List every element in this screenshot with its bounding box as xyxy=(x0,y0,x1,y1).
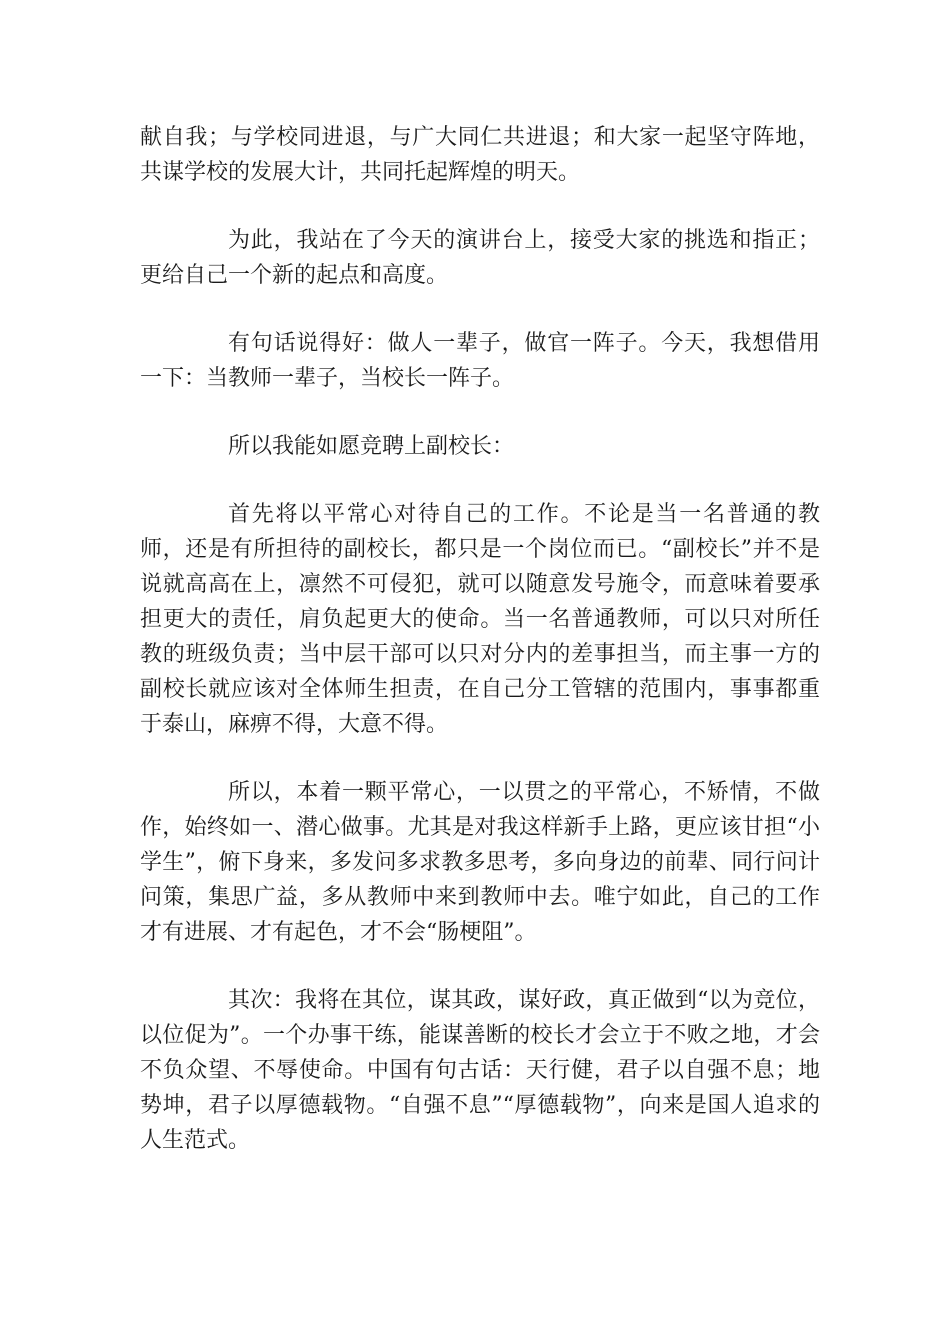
paragraph-3: 有句话说得好：做人一辈子，做官一阵子。今天，我想借用一下：当教师一辈子，当校长一阵子。 xyxy=(140,331,820,391)
paragraph-1: 献自我；与学校同进退，与广大同仁共进退；和大家一起坚守阵地，共谋学校的发展大计，共同托起辉煌的明天。 xyxy=(140,125,820,185)
paragraph-4: 所以我能如愿竞聘上副校长： xyxy=(228,434,515,459)
paragraph-2: 为此，我站在了今天的演讲台上，接受大家的挑选和指正；更给自己一个新的起点和高度。 xyxy=(140,228,820,288)
paragraph-5: 首先将以平常心对待自己的工作。不论是当一名普通的教师，还是有所担待的副校长，都只是一个岗位而已。“副校长”并不是说就高高在上，凛然不可侵犯，就可以随意发号施令，而意味着要承担更大的责任，肩负起更大的使命。当一名普通教师，可以只对所任教的班级负责；当中层干部可以只对分内的差事担当，而主事一方的副校长就应该对全体师生担责，在自己分工管辖的范围内，事事都重于泰山，麻痹不得，大意不得。 xyxy=(140,502,820,737)
document-page xyxy=(140,120,820,1191)
paragraph-7: 其次：我将在其位，谋其政，谋好政，真正做到“以为竞位，以位促为”。一个办事干练，能谋善断的校长才会立于不败之地，才会不负众望、不辱使命。中国有句古话：天行健，君子以自强不息；地势坤，君子以厚德载物。“自强不息”“厚德载物”，向来是国人追求的人生范式。 xyxy=(140,988,820,1153)
paragraph-6: 所以，本着一颗平常心，一以贯之的平常心，不矫情，不做作，始终如一、潜心做事。尤其是对我这样新手上路，更应该甘担“小学生”，俯下身来，多发问多求教多思考，多向身边的前辈、同行问计问策，集思广益，多从教师中来到教师中去。唯宁如此，自己的工作才有进展、才有起色，才不会“肠梗阻”。 xyxy=(140,780,820,945)
